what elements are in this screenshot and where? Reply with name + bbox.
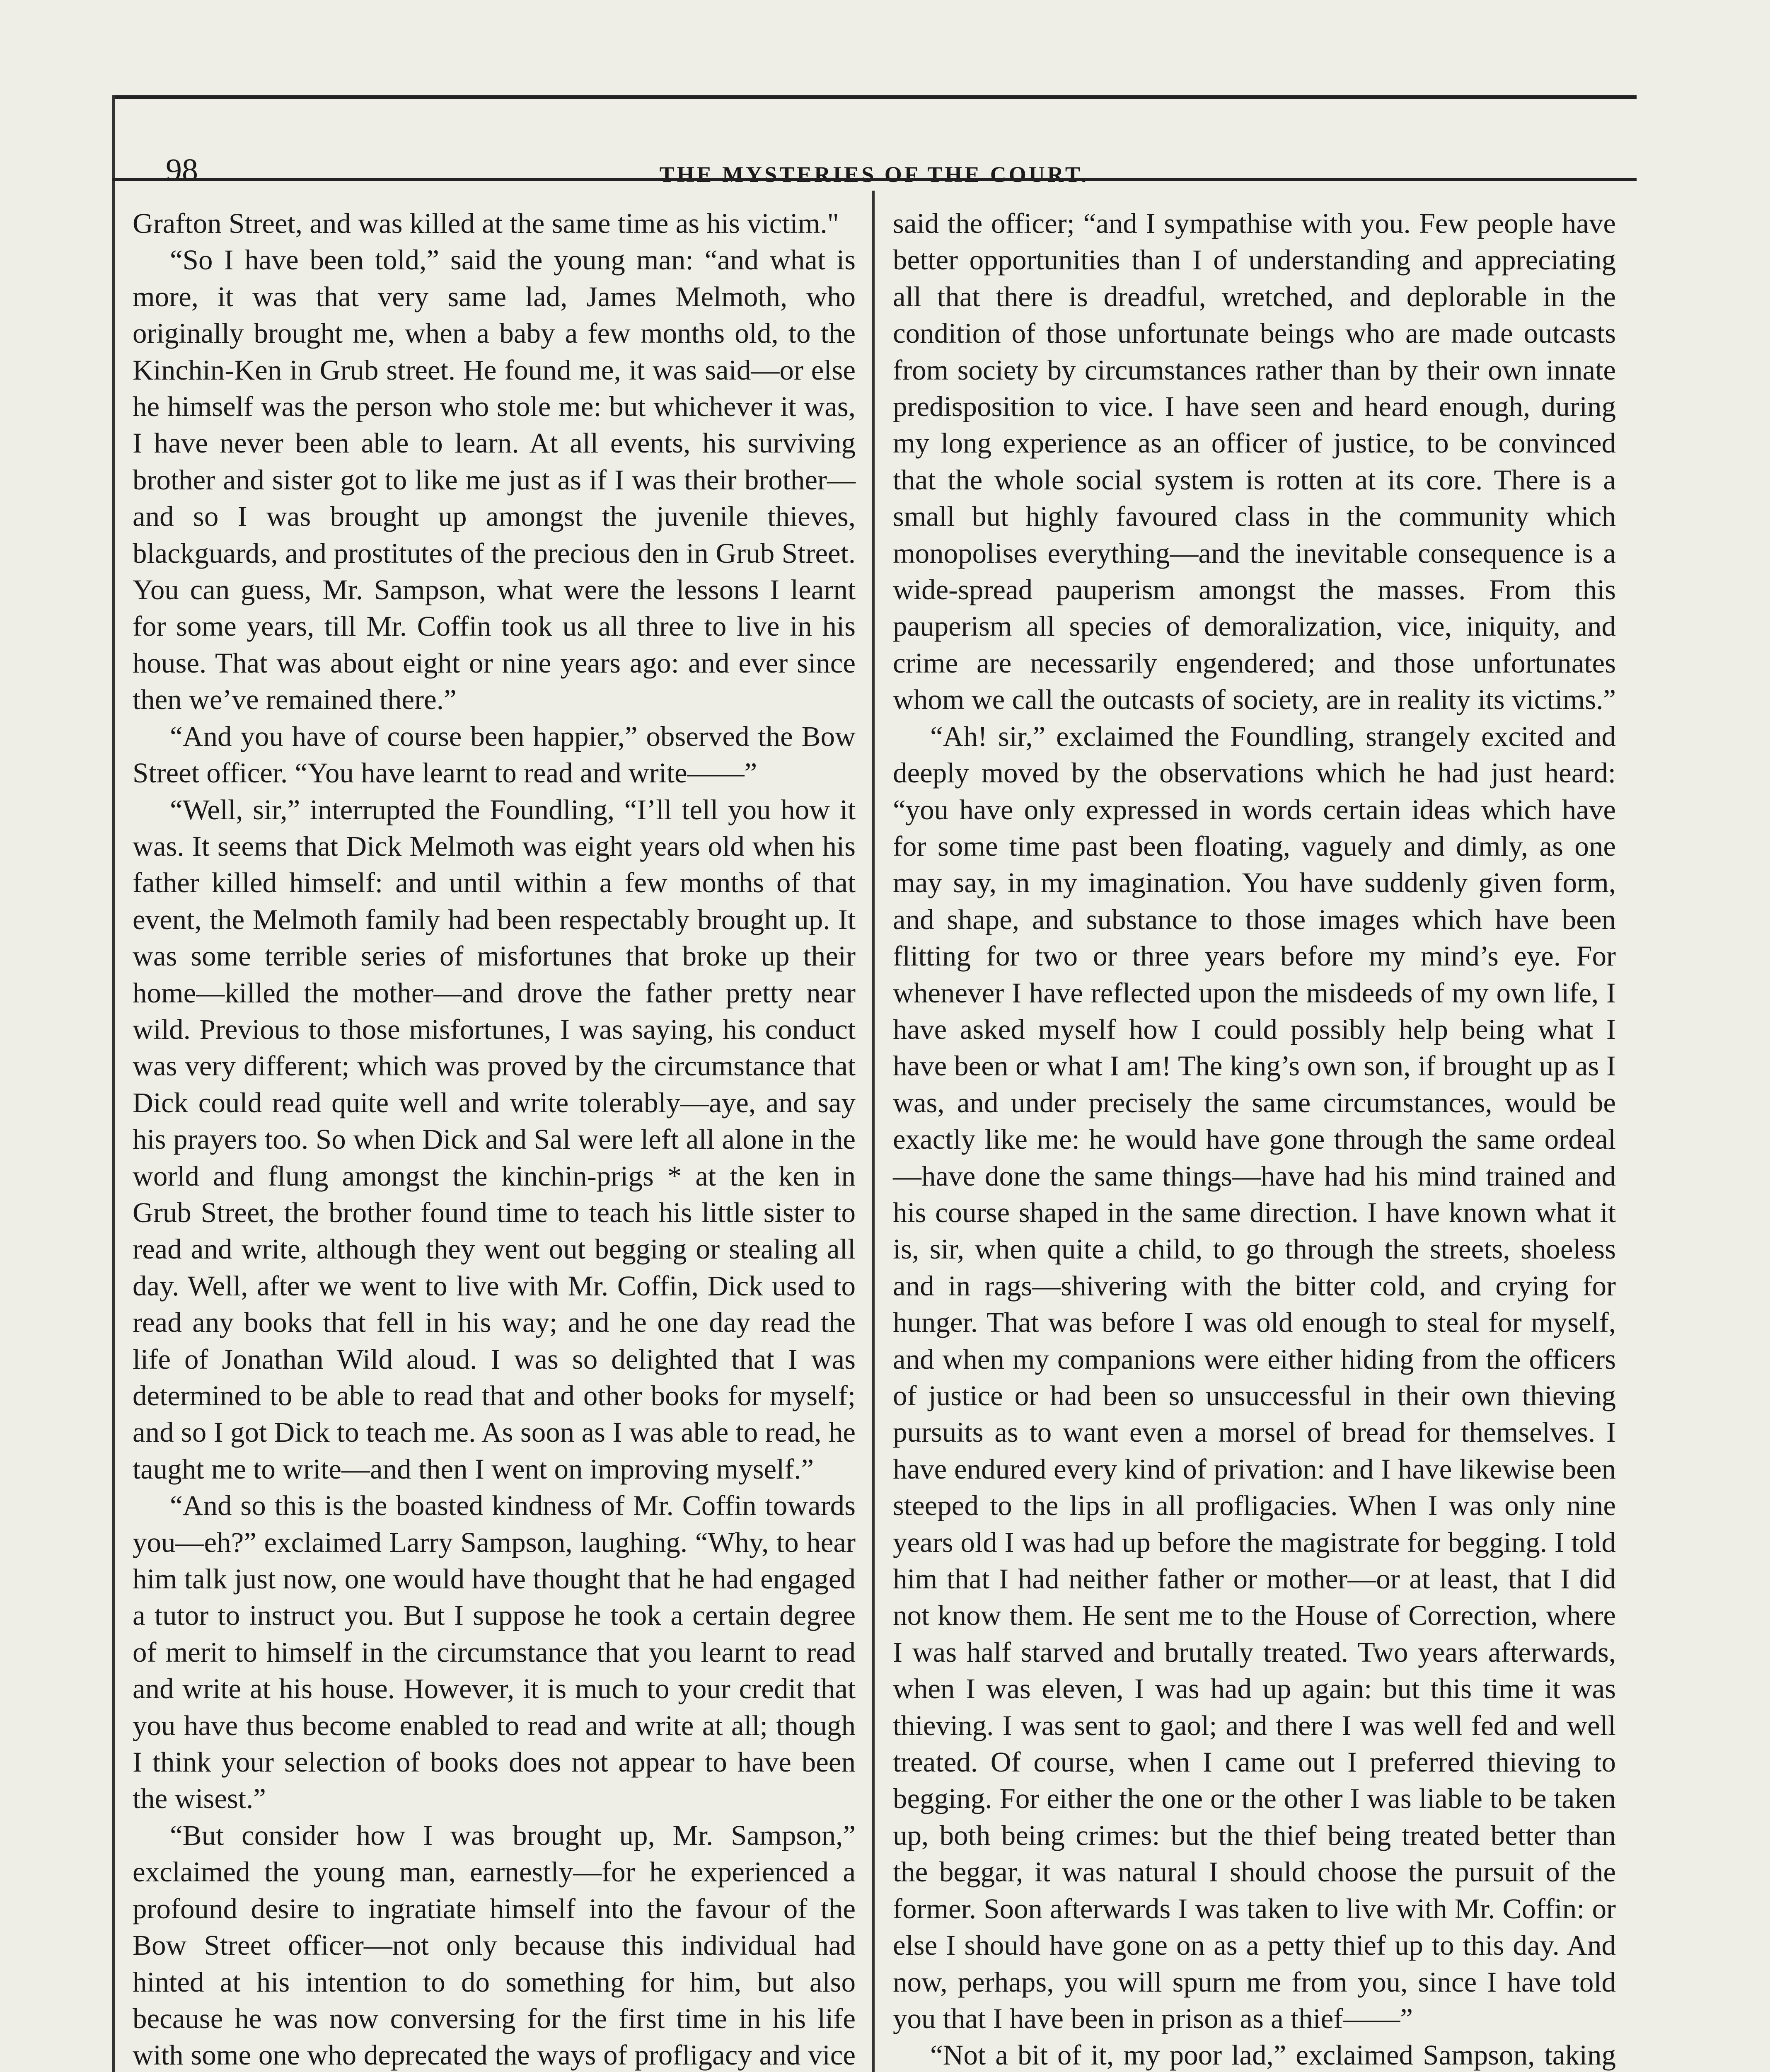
left-border-rule: [112, 95, 115, 2072]
column-divider: [872, 191, 875, 2072]
paragraph: “So I have been told,” said the young man: “and what is more, it was that very same lad, James Melmoth, who originally brought me, when a baby a few months old, to the Kinchin-Ken in Grub street. He found me, it was said—or else he himself was the person who stole me: but whichever it was, I have never been able to learn. At all events, his surviving brother and sister got to like me just as if I was their brother—and so I was brought up amongst the juvenile thieves, blackguards, and prostitutes of the precious den in Grub Street. You can guess, Mr. Sampson, what were the lessons I learnt for some years, till Mr. Coffin took us all three to live in his house. That was about eight or nine years ago: and ever since then we’ve remained there.”: [133, 244, 856, 716]
paragraph: Grafton Street, and was killed at the same time as his victim.": [133, 208, 839, 239]
page-number: 98: [166, 152, 198, 188]
top-rule: [112, 95, 1637, 99]
book-page: [112, 95, 1637, 2072]
paragraph: “But consider how I was brought up, Mr. Sampson,” exclaimed the young man, earnestly—for he experienced a profound desire to ingratiate himself into the favour of the Bow Street officer—not only because this individual had hinted at his intention to do something for him, but also because he was now conversing for the first time in his life with some one who deprecated the ways of profligacy and vice: [133, 1819, 856, 2071]
header-rule: [112, 178, 1637, 181]
paragraph: “Not a bit of it, my poor lad,” exclaimed Sampson, taking: [930, 2039, 1616, 2071]
running-title: THE MYSTERIES OF THE COURT.: [659, 162, 1089, 187]
paragraph: “Well, sir,” interrupted the Foundling, “I’ll tell you how it was. It seems that Dick Melmoth was eight years old when his father killed himself: and until within a few months of that event, the Melmoth family had been respectably brought up. It was some terrible series of misfortunes that broke up their home—killed the mother—and drove the father pretty near wild. Previous to those misfortunes, I was saying, his conduct was very different; which was proved by the circumstance that Dick could read quite well and write tolerably—aye, and say his prayers too. So when Dick and Sal were left all alone in the world and flung amongst the kinchin-prigs * at the ken in Grub Street, the brother found time to teach his little sister to read and write, although they went out begging or stealing all day. Well, after we went to live with Mr. Coffin, Dick used to read any books that fell in his way; and he one day read the life of Jonathan Wild aloud. I was so delighted that I was determined to be able to read that and other books for myself; and so I got Dick to teach me. As soon as I was able to read, he taught me to write—and then I went on improving myself.”: [133, 794, 856, 1485]
right-column: [893, 205, 1616, 2072]
paragraph: “Ah! sir,” exclaimed the Foundling, strangely excited and deeply moved by the observations which he had just heard: “you have only expressed in words certain ideas which have for some time past been floating, vaguely and dimly, as one may say, in my imagination. You have suddenly given form, and shape, and substance to those images which have been flitting for two or three years before my mind’s eye. For whenever I have reflected upon the misdeeds of my own life, I have asked myself how I could possibly help being what I have been or what I am! The king’s own son, if brought up as I was, and under precisely the same circumstances, would be exactly like me: he would have gone through the same ordeal—have done the same things—have had his mind trained and his course shaped in the same direction. I have known what it is, sir, when quite a child, to go through the streets, shoeless and in rags—shivering with the bitter cold, and crying for hunger. That was before I was old enough to steal for myself, and when my companions were either hiding from the officers of justice or had been so unsuccessful in their own thieving pursuits as to want even a morsel of bread for themselves. I have endured every kind of privation: and I have likewise been steeped to the lips in all profligacies. When I was only nine years old I was had up before the magistrate for begging. I told him that I had neither father or mother—or at least, that I did not know them. He sent me to the House of Correction, where I was half starved and brutally treated. Two years afterwards, when I was eleven, I was had up again: but this time it was thieving. I was sent to gaol; and there I was well fed and well treated. Of course, when I came out I preferred thieving to begging. For either the one or the other I was liable to be taken up, both being crimes: but the thief being treated better than the beggar, it was natural I should choose the pursuit of the former. Soon afterwards I was taken to live with Mr. Coffin: or else I should have gone on as a petty thief up to this day. And now, perhaps, you will spurn me from you, since I have told you that I have been in prison as a thief——”: [893, 720, 1616, 2034]
paragraph: “And you have of course been happier,” observed the Bow Street officer. “You have learnt to read and write——”: [133, 720, 856, 789]
paragraph: said the officer; “and I sympathise with you. Few people have better opportunities than I of understanding and appreciating all that there is dreadful, wretched, and deplorable in the condition of those unfortunate beings who are made outcasts from society by circumstances rather than by their own innate predisposition to vice. I have seen and heard enough, during my long experience as an officer of justice, to be convinced that the whole social system is rotten at its core. There is a small but highly favoured class in the community which monopolises everything—and the inevitable consequence is a wide-spread pauperism amongst the masses. From this pauperism all species of demoralization, vice, iniquity, and crime are necessarily engendered; and those unfortunates whom we call the outcasts of society, are in reality its victims.”: [893, 208, 1616, 716]
paragraph: “And so this is the boasted kindness of Mr. Coffin towards you—eh?” exclaimed Larry Sampson, laughing. “Why, to hear him talk just now, one would have thought that he had engaged a tutor to instruct you. But I suppose he took a certain degree of merit to himself in the circumstance that you learnt to read and write at his house. However, it is much to your credit that you have thus become enabled to read and write at all; though I think your selection of books does not appear to have been the wisest.”: [133, 1490, 856, 1815]
left-column: [133, 205, 856, 2072]
